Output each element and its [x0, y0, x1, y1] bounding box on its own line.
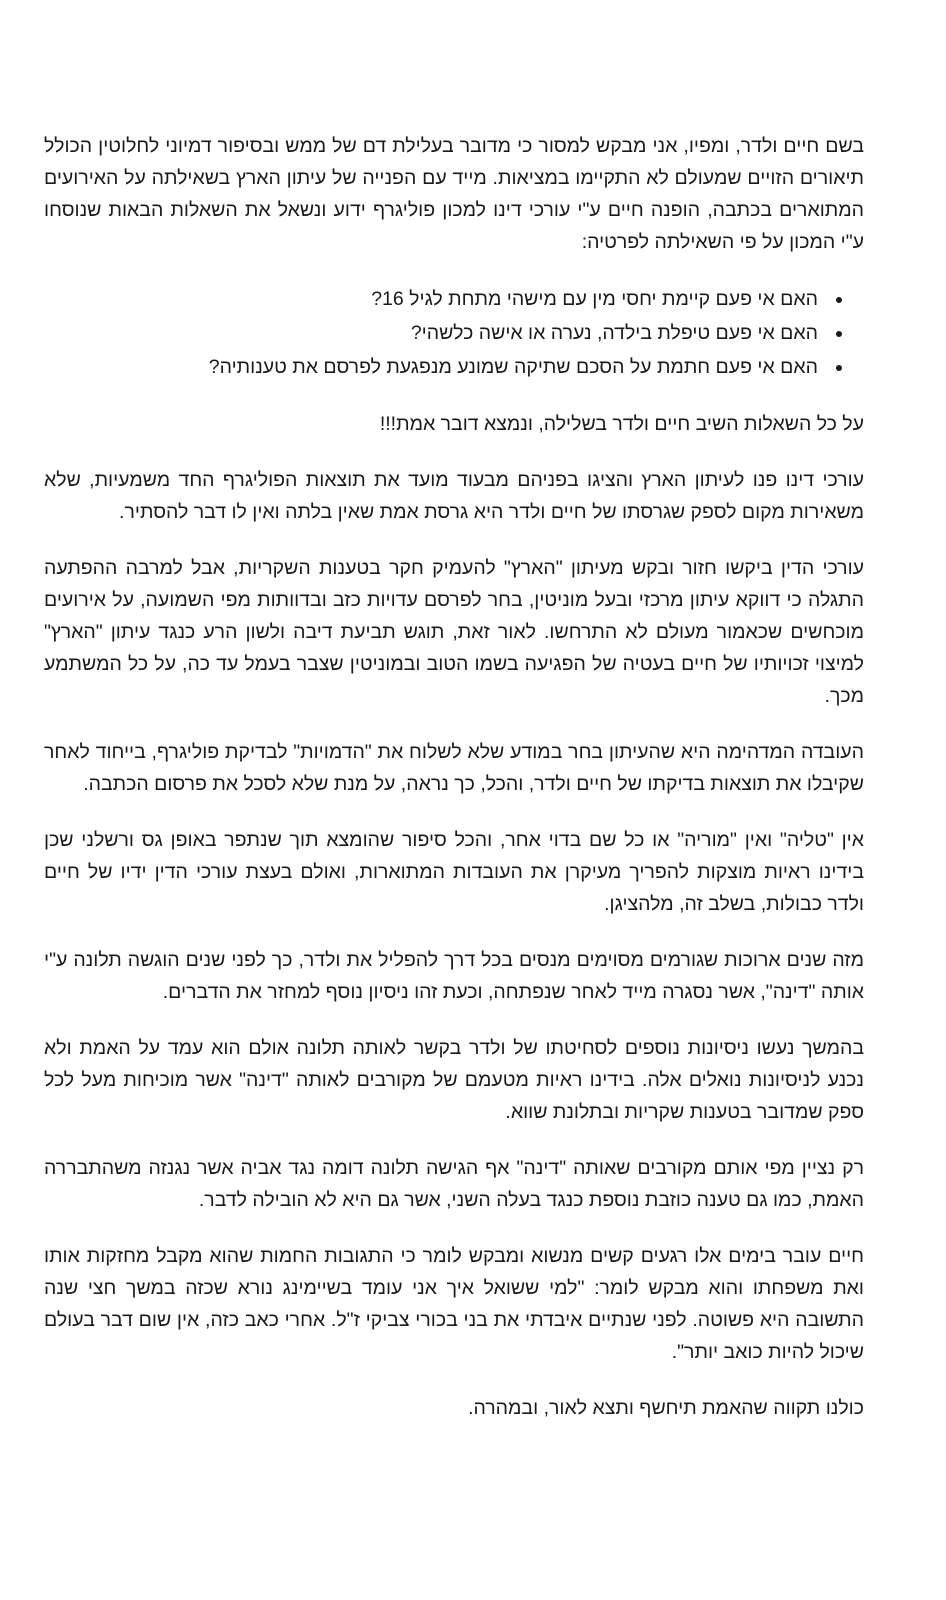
body-paragraph: העובדה המדהימה היא שהעיתון בחר במודע שלא לשלוח את "הדמויות" לבדיקת פוליגרף, בייחוד לאחר שקיבלו את תוצאות בדיקתו של חיים ולדר, והכל, כך נראה, על מנת שלא לסכל את פרסום הכתבה.: [44, 741, 864, 795]
body-paragraph: בהמשך נעשו ניסיונות נוספים לסחיטתו של ולדר בקשר לאותה תלונה אולם הוא עמד על האמת ולא נכנע לניסיונות נואלים אלה. בידינו ראיות מטעמם של מקורבים לאותה "דינה" אשר מוכיחות מעל לכל ספק שמדובר בטענות שקריות ובתלונת שווא.: [44, 1037, 864, 1123]
question-item: • האם אי פעם קיימת יחסי מין עם מישהי מתחת לגיל 16?: [44, 282, 824, 316]
question-item: • האם אי פעם טיפלת בילדה, נערה או אישה כלשהי?: [44, 316, 824, 350]
body-paragraph: רק נציין מפי אותם מקורבים שאותה "דינה" אף הגישה תלונה דומה נגד אביה אשר נגנזה משהתבררה האמת, כמו גם טענה כוזבת נוספת כנגד בעלה השני, אשר גם היא לא הובילה לדבר.: [44, 1157, 864, 1211]
polygraph-result-paragraph: על כל השאלות השיב חיים ולדר בשלילה, ונמצא דובר אמת!!!: [379, 413, 864, 435]
body-paragraph: חיים עובר בימים אלו רגעים קשים מנשוא ומבקש לומר כי התגובות החמות שהוא מקבל מחזקות אותו ואת משפחתו והוא מבקש לומר: "למי ששואל איך אני עומד בשיימינג נורא שכזה במשך חצי שנה התשובה היא פשוטה. לפני שנתיים איבדתי את בני בכורי צביקי ז"ל. אחרי כאב כזה, אין שום דבר בעולם שיכול להיות כואב יותר".: [44, 1245, 864, 1363]
body-paragraph: עורכי דינו פנו לעיתון הארץ והציגו בפניהם מבעוד מועד את תוצאות הפוליגרף החד משמעיות, שלא משאירות מקום לספק שגרסתו של חיים ולדר היא גרסת אמת שאין בלתה ואין לו דבר להסתיר.: [44, 469, 864, 523]
document-body: [44, 130, 864, 1448]
intro-paragraph: בשם חיים ולדר, ומפיו, אני מבקש למסור כי מדובר בעלילת דם של ממש ובסיפור דמיוני לחלוטין הכולל תיאורים הזויים שמעולם לא התקיימו במציאות. מייד עם הפנייה של עיתון הארץ בשאילתה על האירועים המתוארים בכתבה, הופנה חיים ע"י עורכי דינו למכון פוליגרף ידוע ונשאל את השאלות הבאות שנוסחו ע"י המכון על פי השאילתה לפרטיה:: [44, 135, 864, 253]
body-paragraph: מזה שנים ארוכות שגורמים מסוימים מנסים בכל דרך להפליל את ולדר, כך לפני שנים הוגשה תלונה ע"י אותה "דינה", אשר נסגרה מייד לאחר שנפתחה, וכעת זהו ניסיון נוסף למחזר את הדברים.: [44, 949, 864, 1003]
body-paragraph: עורכי הדין ביקשו חזור ובקש מעיתון "הארץ" להעמיק חקר בטענות השקריות, אבל למרבה ההפתעה התגלה כי דווקא עיתון מרכזי ובעל מוניטין, בחר לפרסם עדויות כזב ובדוותות מפי השמועה, על אירועים מוכחשים שכאמור מעולם לא התרחשו. לאור זאת, תוגש תביעת דיבה ולשון הרע כנגד עיתון "הארץ" למיצוי זכויותיו של חיים בעטיה של הפגיעה בשמו הטוב ובמוניטין שצבר בעמל עד כה, על כל המשתמע מכך.: [44, 557, 864, 707]
closing-paragraph: כולנו תקווה שהאמת תיחשף ותצא לאור, ובמהרה.: [468, 1397, 864, 1419]
body-paragraph: אין "טליה" ואין "מוריה" או כל שם בדוי אחר, והכל סיפור שהומצא תוך שנתפר באופן גס ורשלני שכן בידינו ראיות מוצקות להפריך מעיקרן את העובדות המתוארות, ואולם בעצת עורכי הדין ידיו של חיים ולדר כבולות, בשלב זה, מלהציגן.: [44, 829, 864, 915]
polygraph-questions-list: [44, 282, 864, 384]
question-item: • האם אי פעם חתמת על הסכם שתיקה שמונע מנפגעת לפרסם את טענותיה?: [44, 350, 824, 384]
